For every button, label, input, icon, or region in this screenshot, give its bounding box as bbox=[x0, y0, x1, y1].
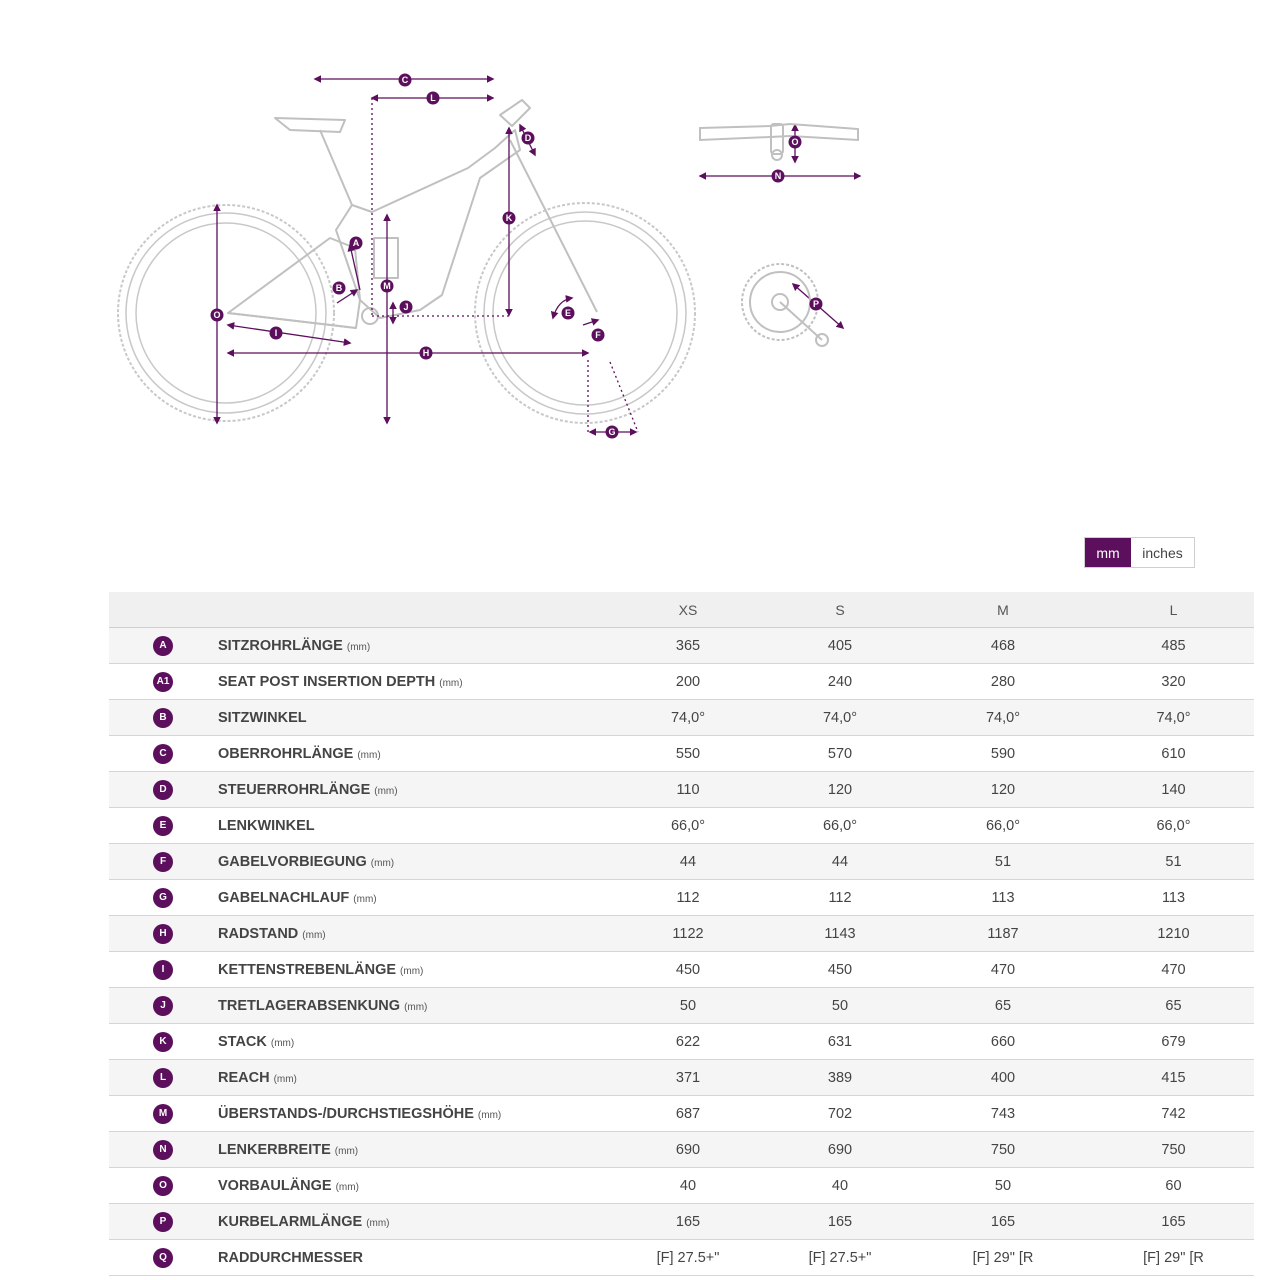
table-row bbox=[109, 628, 1254, 664]
measure-name-cell bbox=[218, 772, 601, 808]
value-cell-s: 1143 bbox=[767, 916, 933, 952]
measure-unit: (mm) bbox=[357, 749, 381, 761]
row-badge-cell bbox=[109, 952, 218, 988]
measure-name: STACK bbox=[218, 1033, 267, 1050]
svg-text:D: D bbox=[524, 133, 532, 143]
front-wheel bbox=[475, 203, 695, 423]
rear-wheel bbox=[118, 205, 334, 421]
value-cell-m: 65 bbox=[933, 988, 1093, 1024]
value-cell-l: 610 bbox=[1093, 736, 1254, 772]
svg-text:B: B bbox=[335, 283, 343, 293]
measure-name-cell bbox=[218, 1096, 601, 1132]
value-cell-xs: 365 bbox=[601, 628, 767, 664]
measure-name-cell bbox=[218, 1024, 601, 1060]
value-cell-m: 165 bbox=[933, 1204, 1093, 1240]
value-cell-xs: 1122 bbox=[601, 916, 767, 952]
value-cell-l: 415 bbox=[1093, 1060, 1254, 1096]
value-cell-l: 679 bbox=[1093, 1024, 1254, 1060]
marker-d bbox=[522, 132, 535, 145]
measure-key-badge: K bbox=[153, 1032, 173, 1052]
value-cell-xs: 622 bbox=[601, 1024, 767, 1060]
table-row bbox=[109, 844, 1254, 880]
svg-text:O: O bbox=[213, 310, 221, 320]
value-cell-l: 113 bbox=[1093, 880, 1254, 916]
value-cell-xs: 66,0° bbox=[601, 808, 767, 844]
table-row bbox=[109, 1096, 1254, 1132]
row-badge-cell bbox=[109, 772, 218, 808]
value-cell-s: 631 bbox=[767, 1024, 933, 1060]
value-cell-xs: 450 bbox=[601, 952, 767, 988]
marker-c bbox=[399, 74, 412, 87]
svg-text:P: P bbox=[812, 299, 820, 309]
measure-key-badge: E bbox=[153, 816, 173, 836]
measure-name: ÜBERSTANDS-/DURCHSTIEGSHÖHE bbox=[218, 1105, 474, 1122]
measure-name-cell bbox=[218, 664, 601, 700]
measure-key-badge: C bbox=[153, 744, 173, 764]
measure-name: RADSTAND bbox=[218, 925, 299, 942]
row-badge-cell bbox=[109, 628, 218, 664]
row-badge-cell bbox=[109, 988, 218, 1024]
measure-name-cell bbox=[218, 808, 601, 844]
measure-name: GABELNACHLAUF bbox=[218, 889, 350, 906]
value-cell-m: 51 bbox=[933, 844, 1093, 880]
value-cell-l: 74,0° bbox=[1093, 700, 1254, 736]
value-cell-s: 240 bbox=[767, 664, 933, 700]
row-badge-cell bbox=[109, 880, 218, 916]
value-cell-l: 750 bbox=[1093, 1132, 1254, 1168]
value-cell-s: 570 bbox=[767, 736, 933, 772]
measure-key-badge: O bbox=[153, 1176, 173, 1196]
value-cell-xs: 44 bbox=[601, 844, 767, 880]
row-badge-cell bbox=[109, 700, 218, 736]
value-cell-m: 120 bbox=[933, 772, 1093, 808]
svg-text:J: J bbox=[403, 302, 409, 312]
marker-l bbox=[427, 92, 440, 105]
measure-name-cell bbox=[218, 628, 601, 664]
measure-unit: (mm) bbox=[477, 1109, 502, 1121]
value-cell-s: 450 bbox=[767, 952, 933, 988]
measure-name-cell bbox=[218, 952, 601, 988]
value-cell-m: 113 bbox=[933, 880, 1093, 916]
measure-unit: (mm) bbox=[353, 893, 377, 905]
row-badge-cell bbox=[109, 1060, 218, 1096]
table-row bbox=[109, 1132, 1254, 1168]
measure-key-badge: N bbox=[153, 1140, 173, 1160]
measure-name: KURBELARMLÄNGE bbox=[218, 1213, 363, 1230]
measure-name-cell bbox=[218, 988, 601, 1024]
row-badge-cell bbox=[109, 1168, 218, 1204]
svg-text:I: I bbox=[274, 328, 278, 338]
value-cell-xs: [F] 27.5+" bbox=[601, 1240, 767, 1276]
value-cell-l: 60 bbox=[1093, 1168, 1254, 1204]
measure-name: RADDURCHMESSER bbox=[218, 1249, 364, 1266]
value-cell-xs: 165 bbox=[601, 1204, 767, 1240]
unit-mm-button[interactable]: mm bbox=[1085, 538, 1131, 567]
value-cell-m: 66,0° bbox=[933, 808, 1093, 844]
measure-name: OBERROHRLÄNGE bbox=[218, 745, 354, 762]
measure-name-cell bbox=[218, 916, 601, 952]
marker-i bbox=[270, 327, 283, 340]
table-row bbox=[109, 1168, 1254, 1204]
measure-key-badge: M bbox=[153, 1104, 173, 1124]
header-size-m: M bbox=[933, 592, 1093, 628]
measure-name-cell bbox=[218, 1240, 601, 1276]
measure-key-badge: D bbox=[153, 780, 173, 800]
value-cell-xs: 112 bbox=[601, 880, 767, 916]
value-cell-s: 44 bbox=[767, 844, 933, 880]
measure-name: SITZWINKEL bbox=[218, 709, 307, 726]
table-header-row bbox=[109, 592, 1254, 628]
value-cell-xs: 690 bbox=[601, 1132, 767, 1168]
measure-key-badge: H bbox=[153, 924, 173, 944]
measure-name: SITZROHRLÄNGE bbox=[218, 637, 343, 654]
table-row bbox=[109, 880, 1254, 916]
value-cell-xs: 200 bbox=[601, 664, 767, 700]
table-row bbox=[109, 988, 1254, 1024]
svg-text:L: L bbox=[430, 93, 436, 103]
table-row bbox=[109, 808, 1254, 844]
marker-o-stem bbox=[789, 136, 802, 149]
value-cell-xs: 74,0° bbox=[601, 700, 767, 736]
measure-unit: (mm) bbox=[439, 677, 463, 689]
table-row bbox=[109, 700, 1254, 736]
table-row bbox=[109, 1060, 1254, 1096]
marker-o-rear bbox=[211, 309, 224, 322]
measure-name-cell bbox=[218, 844, 601, 880]
marker-p bbox=[810, 298, 823, 311]
measure-name: KETTENSTREBENLÄNGE bbox=[218, 961, 397, 978]
svg-text:A: A bbox=[352, 238, 360, 248]
measure-key-badge: A1 bbox=[153, 672, 173, 692]
measure-unit: (mm) bbox=[400, 965, 424, 977]
value-cell-m: 1187 bbox=[933, 916, 1093, 952]
value-cell-xs: 550 bbox=[601, 736, 767, 772]
geometry-table-body bbox=[109, 628, 1254, 1276]
svg-text:O: O bbox=[791, 137, 799, 147]
value-cell-s: 74,0° bbox=[767, 700, 933, 736]
row-badge-cell bbox=[109, 1132, 218, 1168]
value-cell-l: 470 bbox=[1093, 952, 1254, 988]
measure-key-badge: I bbox=[153, 960, 173, 980]
svg-text:M: M bbox=[383, 281, 391, 291]
measure-name: VORBAULÄNGE bbox=[218, 1177, 332, 1194]
value-cell-s: 165 bbox=[767, 1204, 933, 1240]
value-cell-m: 74,0° bbox=[933, 700, 1093, 736]
measure-unit: (mm) bbox=[404, 1001, 428, 1013]
marker-set bbox=[211, 74, 823, 439]
measure-name-cell bbox=[218, 1132, 601, 1168]
table-row bbox=[109, 916, 1254, 952]
header-size-s: S bbox=[767, 592, 933, 628]
value-cell-s: 40 bbox=[767, 1168, 933, 1204]
svg-text:H: H bbox=[422, 348, 430, 358]
measure-name: GABELVORBIEGUNG bbox=[218, 853, 367, 870]
value-cell-s: 690 bbox=[767, 1132, 933, 1168]
row-badge-cell bbox=[109, 1024, 218, 1060]
value-cell-m: 470 bbox=[933, 952, 1093, 988]
table-row bbox=[109, 952, 1254, 988]
table-row bbox=[109, 1240, 1254, 1276]
measure-key-badge: A bbox=[153, 636, 173, 656]
row-badge-cell bbox=[109, 916, 218, 952]
marker-b bbox=[333, 282, 346, 295]
value-cell-s: 702 bbox=[767, 1096, 933, 1132]
value-cell-xs: 40 bbox=[601, 1168, 767, 1204]
marker-m bbox=[381, 280, 394, 293]
measure-key-badge: J bbox=[153, 996, 173, 1016]
measure-unit: (mm) bbox=[302, 929, 326, 941]
measure-key-badge: B bbox=[153, 708, 173, 728]
value-cell-l: 51 bbox=[1093, 844, 1254, 880]
value-cell-l: 485 bbox=[1093, 628, 1254, 664]
measure-name: LENKWINKEL bbox=[218, 817, 315, 834]
measure-name-cell bbox=[218, 736, 601, 772]
marker-k bbox=[503, 212, 516, 225]
marker-h bbox=[420, 347, 433, 360]
handlebar-diagram bbox=[700, 124, 858, 160]
measure-name: REACH bbox=[218, 1069, 270, 1086]
bike-frame bbox=[228, 100, 597, 328]
value-cell-s: 405 bbox=[767, 628, 933, 664]
value-cell-xs: 371 bbox=[601, 1060, 767, 1096]
marker-a bbox=[350, 237, 363, 250]
table-row bbox=[109, 1024, 1254, 1060]
svg-text:F: F bbox=[595, 330, 601, 340]
measure-name: STEUERROHRLÄNGE bbox=[218, 781, 371, 798]
row-badge-cell bbox=[109, 736, 218, 772]
measure-unit: (mm) bbox=[335, 1181, 359, 1193]
value-cell-l: 1210 bbox=[1093, 916, 1254, 952]
measure-name-cell bbox=[218, 700, 601, 736]
marker-g bbox=[606, 426, 619, 439]
measure-unit: (mm) bbox=[270, 1037, 295, 1049]
value-cell-s: 50 bbox=[767, 988, 933, 1024]
row-badge-cell bbox=[109, 808, 218, 844]
value-cell-s: 120 bbox=[767, 772, 933, 808]
row-badge-cell bbox=[109, 1204, 218, 1240]
svg-text:N: N bbox=[774, 171, 782, 181]
measure-unit: (mm) bbox=[273, 1073, 297, 1085]
value-cell-m: 590 bbox=[933, 736, 1093, 772]
measure-key-badge: P bbox=[153, 1212, 173, 1232]
unit-inches-button[interactable]: inches bbox=[1131, 538, 1194, 567]
header-badge-col bbox=[109, 592, 218, 628]
marker-n bbox=[772, 170, 785, 183]
measure-name-cell bbox=[218, 880, 601, 916]
measure-key-badge: Q bbox=[153, 1248, 173, 1268]
table-row bbox=[109, 772, 1254, 808]
svg-text:G: G bbox=[608, 427, 616, 437]
measure-name-cell bbox=[218, 1204, 601, 1240]
dimension-lines bbox=[217, 79, 860, 432]
value-cell-s: 112 bbox=[767, 880, 933, 916]
bike-geometry-diagram bbox=[0, 0, 1280, 520]
measure-unit: (mm) bbox=[366, 1217, 390, 1229]
svg-text:E: E bbox=[564, 308, 572, 318]
marker-f bbox=[592, 329, 605, 342]
measure-name-cell bbox=[218, 1168, 601, 1204]
measure-unit: (mm) bbox=[346, 641, 371, 653]
header-size-xs: XS bbox=[601, 592, 767, 628]
geometry-table bbox=[109, 592, 1254, 1276]
value-cell-m: [F] 29" [R bbox=[933, 1240, 1093, 1276]
measure-name-cell bbox=[218, 1060, 601, 1096]
value-cell-l: 66,0° bbox=[1093, 808, 1254, 844]
measure-key-badge: G bbox=[153, 888, 173, 908]
measure-key-badge: L bbox=[153, 1068, 173, 1088]
value-cell-m: 50 bbox=[933, 1168, 1093, 1204]
value-cell-l: 742 bbox=[1093, 1096, 1254, 1132]
table-row bbox=[109, 736, 1254, 772]
value-cell-m: 400 bbox=[933, 1060, 1093, 1096]
row-badge-cell bbox=[109, 1096, 218, 1132]
svg-text:K: K bbox=[505, 213, 513, 223]
value-cell-m: 750 bbox=[933, 1132, 1093, 1168]
row-badge-cell bbox=[109, 844, 218, 880]
header-size-l: L bbox=[1093, 592, 1254, 628]
value-cell-m: 743 bbox=[933, 1096, 1093, 1132]
value-cell-l: 65 bbox=[1093, 988, 1254, 1024]
value-cell-l: 140 bbox=[1093, 772, 1254, 808]
svg-text:C: C bbox=[401, 75, 409, 85]
table-row bbox=[109, 664, 1254, 700]
value-cell-s: 66,0° bbox=[767, 808, 933, 844]
marker-j bbox=[400, 301, 413, 314]
value-cell-xs: 110 bbox=[601, 772, 767, 808]
measure-unit: (mm) bbox=[334, 1145, 359, 1157]
value-cell-l: 165 bbox=[1093, 1204, 1254, 1240]
value-cell-xs: 687 bbox=[601, 1096, 767, 1132]
marker-e bbox=[562, 307, 575, 320]
value-cell-l: [F] 29" [R bbox=[1093, 1240, 1254, 1276]
value-cell-l: 320 bbox=[1093, 664, 1254, 700]
value-cell-s: [F] 27.5+" bbox=[767, 1240, 933, 1276]
value-cell-s: 389 bbox=[767, 1060, 933, 1096]
measure-unit: (mm) bbox=[374, 785, 398, 797]
table-row bbox=[109, 1204, 1254, 1240]
measure-name: SEAT POST INSERTION DEPTH bbox=[218, 673, 436, 690]
value-cell-m: 280 bbox=[933, 664, 1093, 700]
value-cell-m: 468 bbox=[933, 628, 1093, 664]
measure-name: TRETLAGERABSENKUNG bbox=[218, 997, 401, 1014]
measure-key-badge: F bbox=[153, 852, 173, 872]
measure-unit: (mm) bbox=[370, 857, 395, 869]
row-badge-cell bbox=[109, 1240, 218, 1276]
row-badge-cell bbox=[109, 664, 218, 700]
unit-toggle bbox=[1084, 537, 1195, 568]
measure-name: LENKERBREITE bbox=[218, 1141, 331, 1158]
value-cell-xs: 50 bbox=[601, 988, 767, 1024]
value-cell-m: 660 bbox=[933, 1024, 1093, 1060]
header-name-col bbox=[218, 592, 601, 628]
